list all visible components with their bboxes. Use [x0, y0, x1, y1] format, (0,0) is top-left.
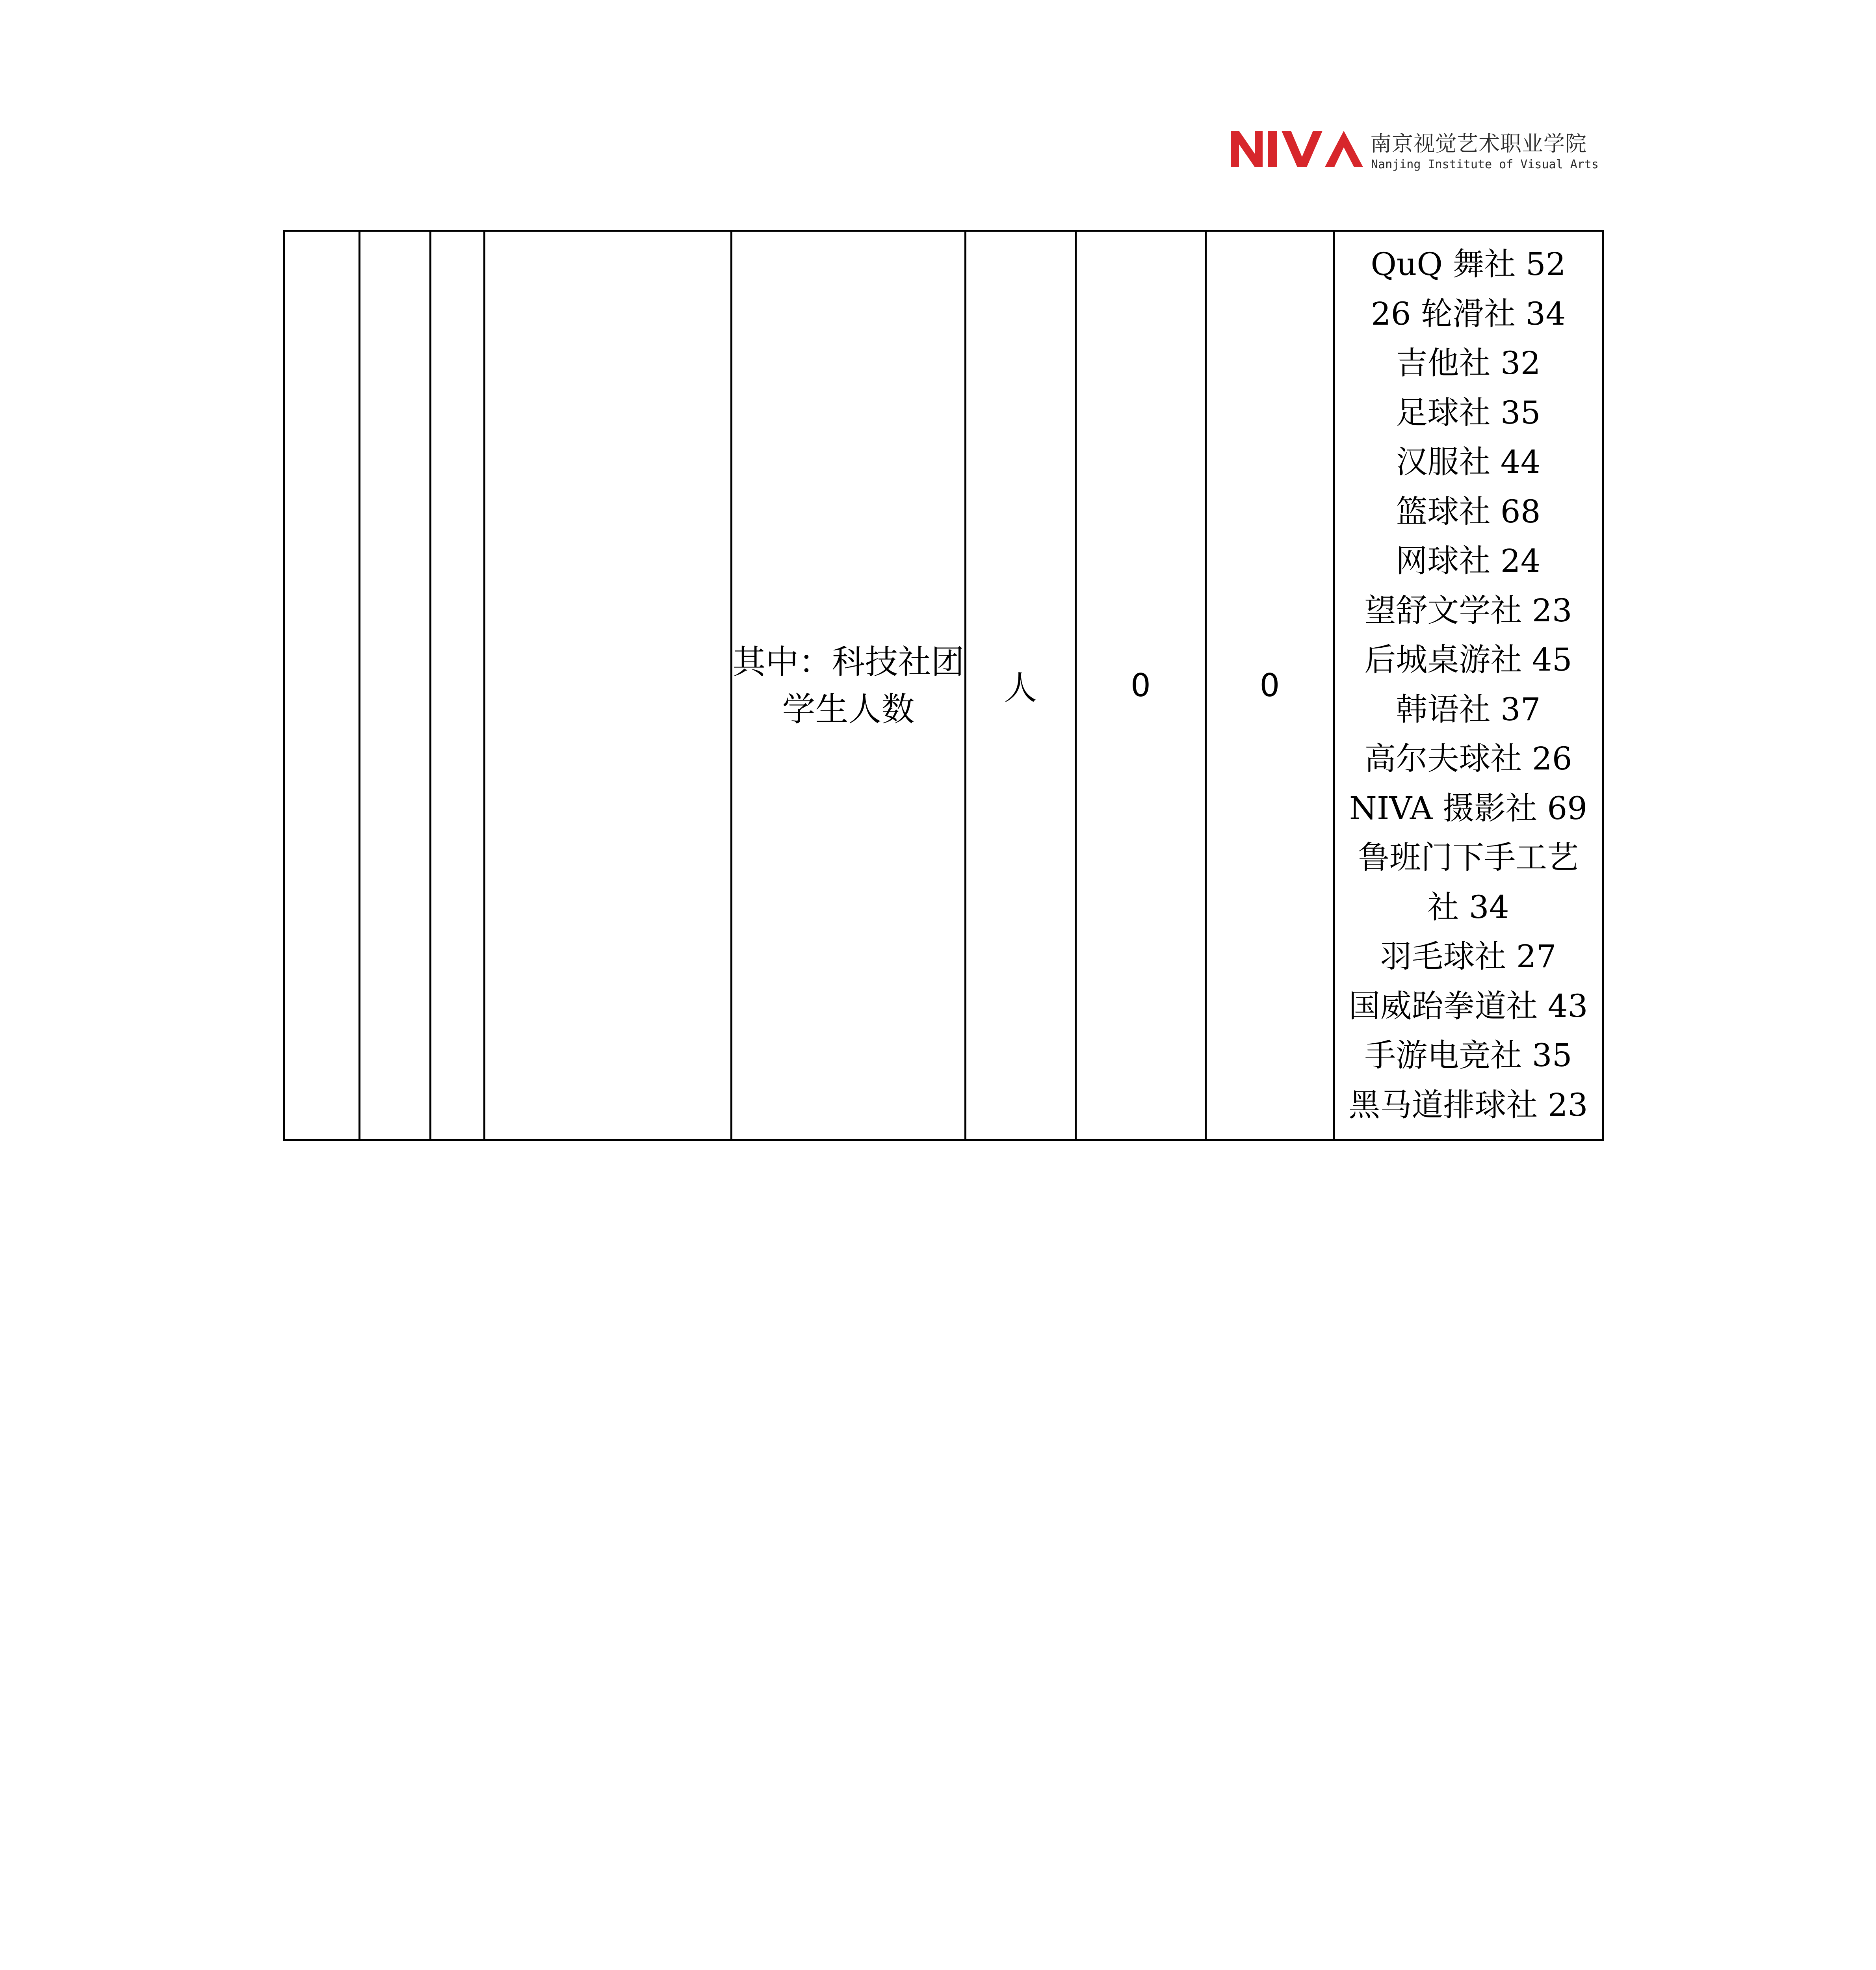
value-b: 0 [1259, 667, 1280, 704]
club-list-cell [1334, 231, 1603, 1140]
list-item: NIVA 摄影社 69 [1349, 790, 1588, 827]
unit-cell [966, 231, 1076, 1140]
list-item: 韩语社 37 [1396, 691, 1541, 728]
list-item: 鲁班门下手工艺 [1358, 839, 1579, 876]
statistics-table [283, 230, 1604, 1141]
empty-cell [284, 231, 360, 1140]
empty-cell [360, 231, 431, 1140]
list-item: 后城桌游社 45 [1364, 641, 1572, 678]
list-item: 手游电竞社 35 [1364, 1037, 1572, 1074]
school-name-cn: 南京视觉艺术职业学院 [1370, 131, 1587, 156]
row-label: 其中：科技社团学生人数 [732, 642, 964, 729]
unit-value: 人 [1004, 669, 1037, 707]
table-row [284, 231, 1603, 1140]
list-item: 足球社 35 [1396, 394, 1541, 431]
list-item: 26 轮滑社 34 [1371, 295, 1566, 332]
value-a: 0 [1131, 667, 1151, 704]
list-item: 望舒文学社 23 [1364, 592, 1572, 629]
list-item: 黑马道排球社 23 [1348, 1086, 1588, 1123]
school-logo [1231, 125, 1597, 177]
school-name-en: Nanjing Institute of Visual Arts [1371, 158, 1599, 171]
list-item: 社 34 [1427, 888, 1509, 926]
row-label-cell [732, 231, 966, 1140]
value-cell [1076, 231, 1206, 1140]
list-item: 高尔夫球社 26 [1364, 740, 1572, 777]
list-item: 国威跆拳道社 43 [1348, 987, 1588, 1024]
niva-logo-mark [1231, 131, 1363, 167]
list-item: QuQ 舞社 52 [1371, 246, 1566, 282]
empty-cell [485, 231, 732, 1140]
list-item: 羽毛球社 27 [1380, 938, 1557, 975]
empty-cell [431, 231, 485, 1140]
value-cell [1206, 231, 1334, 1140]
list-item: 篮球社 68 [1396, 493, 1541, 530]
list-item: 网球社 24 [1396, 543, 1541, 579]
list-item: 吉他社 32 [1396, 345, 1541, 381]
list-item: 汉服社 44 [1396, 444, 1541, 480]
